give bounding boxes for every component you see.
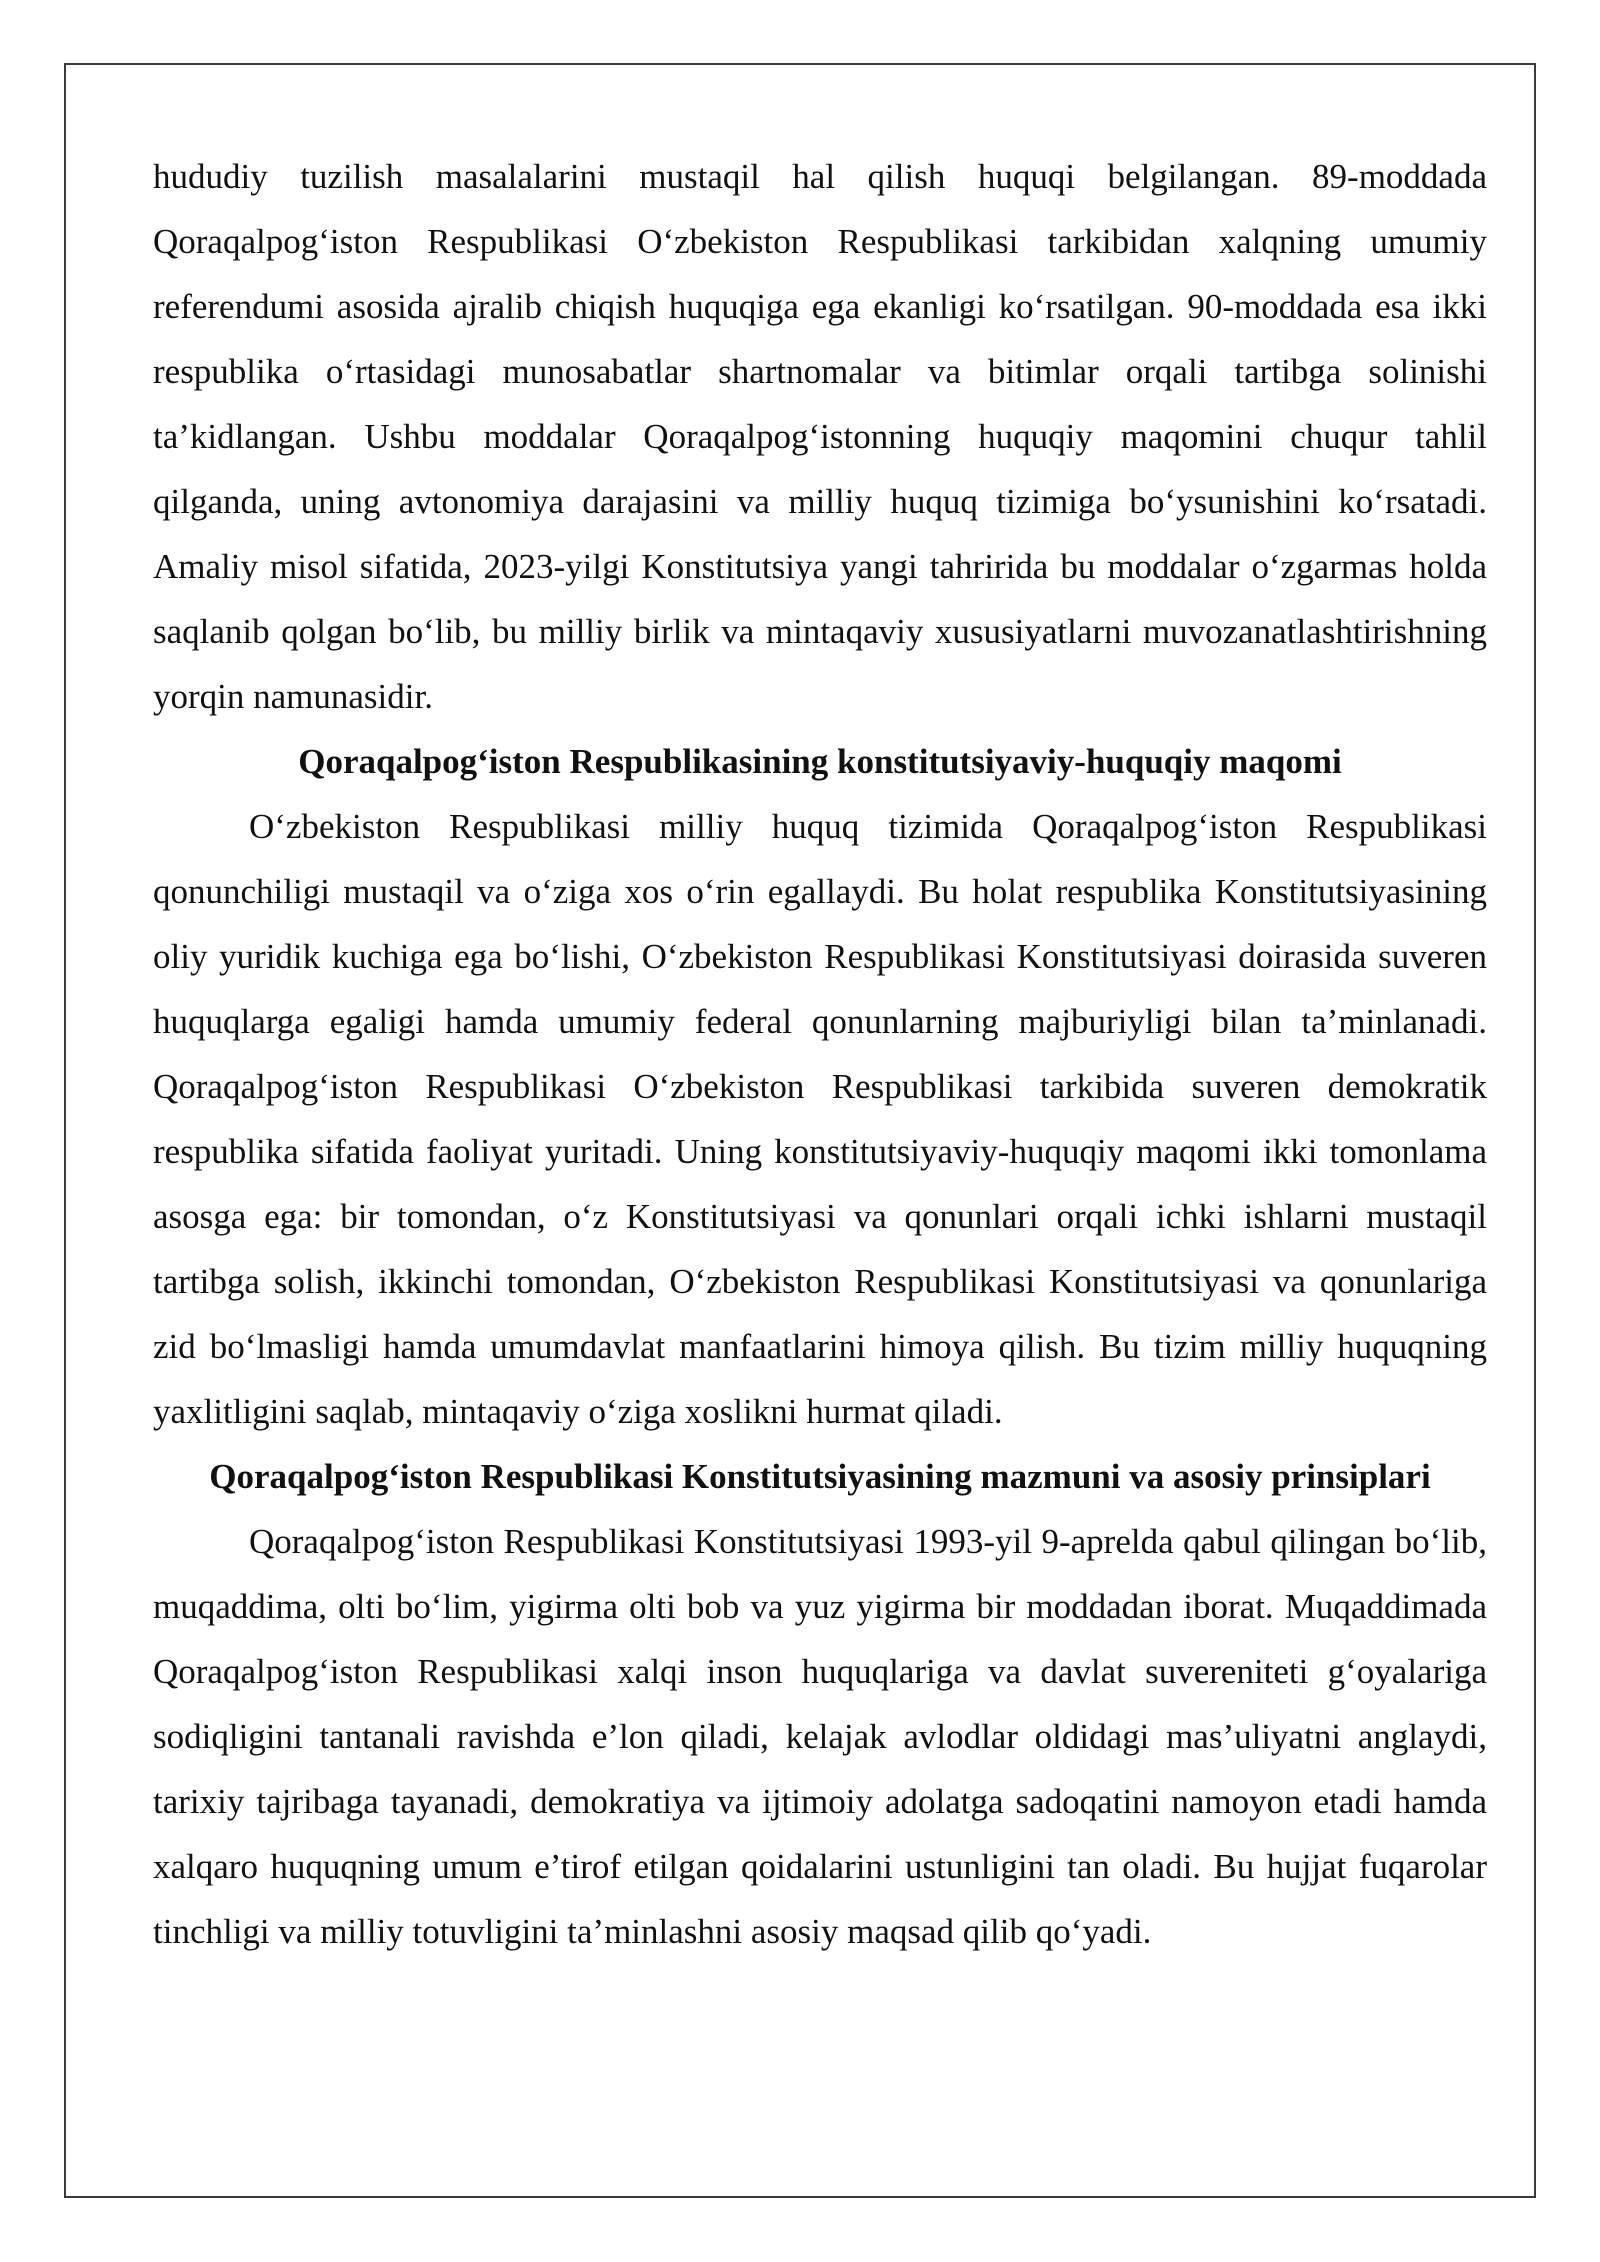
section-paragraph-constitution-content: Qoraqalpog‘iston Respublikasi Konstitutsiyasi 1993-yil 9-aprelda qabul qilingan bo‘lib, muqaddima, olti bo‘lim, yigirma olti bob va yuz yigirma bir moddadan iborat. Muqaddimada Qoraqalpog‘iston Respublikasi xalqi inson huquqlariga va davlat suvereniteti g‘oyalariga sodiqligini tantanali ravishda e’lon qiladi, kelajak avlodlar oldidagi mas’uliyatni anglaydi, tarixiy tajribaga tayanadi, demokratiya va ijtimoiy adolatga sadoqatini namoyon etadi hamda xalqaro huquqning umum e’tirof etilgan qoidalarini ustunligini tan oladi. Bu hujjat fuqarolar tinchligi va milliy totuvligini ta’minlashni asosiy maqsad qilib qo‘yadi.	[153, 1522, 1487, 1951]
section-heading-constitution-content: Qoraqalpog‘iston Respublikasi Konstitutsiyasining mazmuni va asosiy prinsiplari	[209, 1457, 1431, 1496]
section-heading-legal-status: Qoraqalpog‘iston Respublikasining konstitutsiyaviy-huquqiy maqomi	[298, 742, 1342, 781]
document-body	[153, 144, 1487, 1964]
intro-paragraph: hududiy tuzilish masalalarini mustaqil hal qilish huquqi belgilangan. 89-moddada Qoraqalpog‘iston Respublikasi O‘zbekiston Respublikasi tarkibidan xalqning umumiy referendumi asosida ajralib chiqish huquqiga ega ekanligi ko‘rsatilgan. 90-moddada esa ikki respublika o‘rtasidagi munosabatlar shartnomalar va bitimlar orqali tartibga solinishi ta’kidlangan. Ushbu moddalar Qoraqalpog‘istonning huquqiy maqomini chuqur tahlil qilganda, uning avtonomiya darajasini va milliy huquq tizimiga bo‘ysunishini ko‘rsatadi. Amaliy misol sifatida, 2023-yilgi Konstitutsiya yangi tahririda bu moddalar o‘zgarmas holda saqlanib qolgan bo‘lib, bu milliy birlik va mintaqaviy xususiyatlarni muvozanatlashtirishning yorqin namunasidir.	[153, 157, 1487, 716]
section-paragraph-legal-status: O‘zbekiston Respublikasi milliy huquq tizimida Qoraqalpog‘iston Respublikasi qonunchiligi mustaqil va o‘ziga xos o‘rin egallaydi. Bu holat respublika Konstitutsiyasining oliy yuridik kuchiga ega bo‘lishi, O‘zbekiston Respublikasi Konstitutsiyasi doirasida suveren huquqlarga egaligi hamda umumiy federal qonunlarning majburiyligi bilan ta’minlanadi. Qoraqalpog‘iston Respublikasi O‘zbekiston Respublikasi tarkibida suveren demokratik respublika sifatida faoliyat yuritadi. Uning konstitutsiyaviy-huquqiy maqomi ikki tomonlama asosga ega: bir tomondan, o‘z Konstitutsiyasi va qonunlari orqali ichki ishlarni mustaqil tartibga solish, ikkinchi tomondan, O‘zbekiston Respublikasi Konstitutsiyasi va qonunlariga zid bo‘lmasligi hamda umumdavlat manfaatlarini himoya qilish. Bu tizim milliy huquqning yaxlitligini saqlab, mintaqaviy o‘ziga xoslikni hurmat qiladi.	[153, 807, 1487, 1431]
